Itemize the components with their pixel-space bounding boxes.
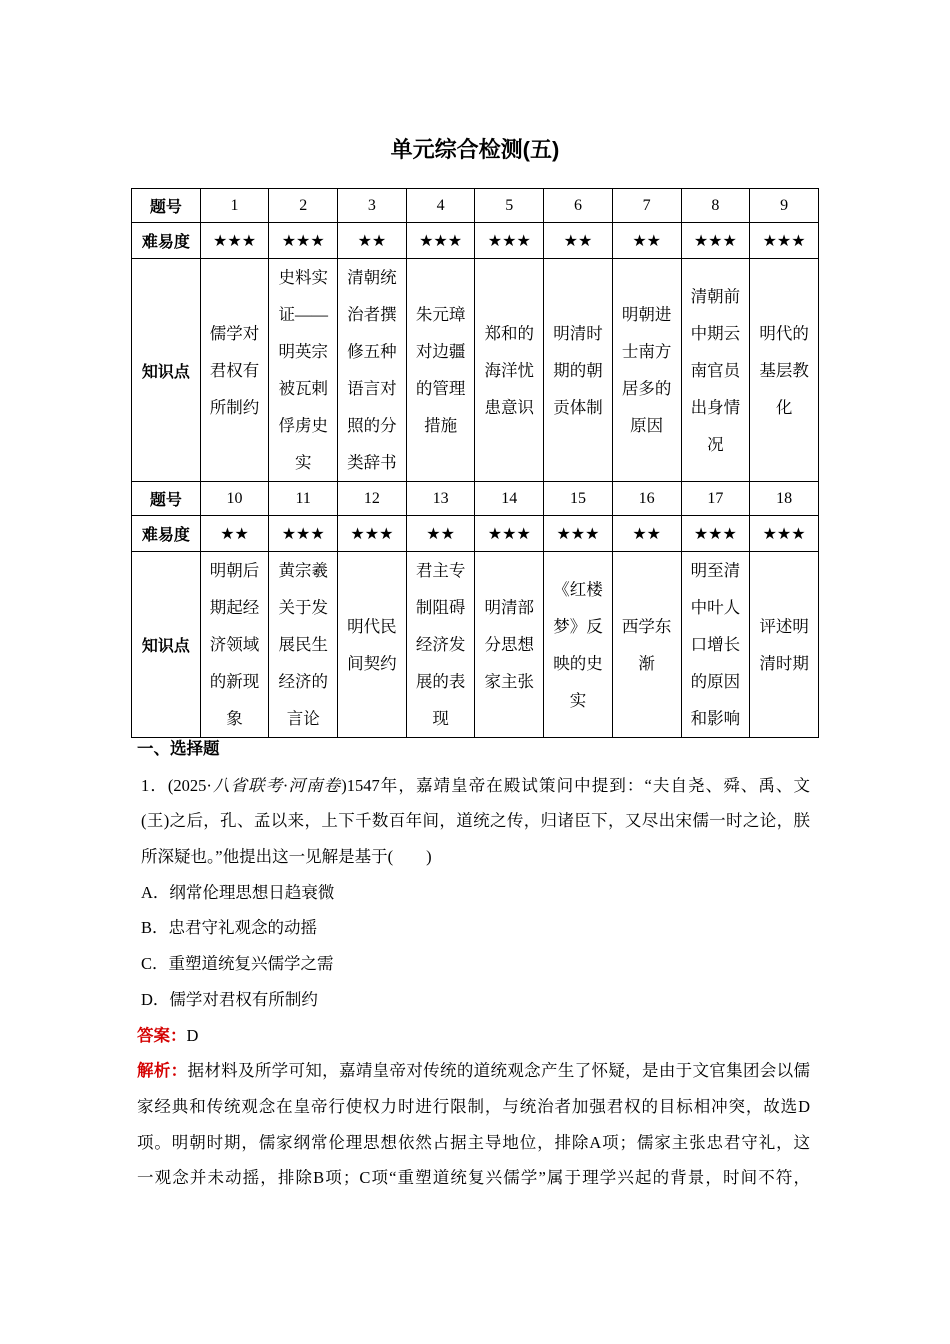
knowledge-point-text [407, 552, 475, 737]
knowledge-point-text [269, 552, 337, 737]
knowledge-point-line: 基层教 [759, 360, 809, 380]
difficulty-stars: ★★★ [750, 516, 819, 552]
knowledge-point-line: 明朝后 [209, 561, 260, 580]
knowledge-point-line: 关于发 [278, 598, 328, 617]
question-number-label: 题号 [132, 189, 201, 223]
knowledge-point-cell [475, 552, 544, 738]
difficulty-row [132, 516, 819, 552]
option-text: 忠君守礼观念的动摇 [168, 918, 318, 938]
knowledge-point-line: 清朝前 [690, 286, 741, 306]
difficulty-stars: ★★★ [269, 223, 338, 259]
knowledge-point-text [475, 589, 543, 700]
knowledge-point-text [682, 278, 750, 463]
question-source-name: 八省联考·河南卷 [211, 775, 342, 795]
knowledge-point-line: 明代的 [759, 323, 809, 343]
knowledge-point-line: 治者撰 [347, 305, 397, 324]
knowledge-point-line: 照的分 [347, 416, 397, 435]
question-number: 15 [544, 482, 613, 516]
knowledge-point-line: 实 [569, 690, 587, 710]
knowledge-point-line: 家主张 [484, 672, 535, 691]
knowledge-point-line: 济领域 [209, 635, 260, 654]
knowledge-point-line: 患意识 [484, 397, 535, 417]
knowledge-point-line: 西学东 [621, 616, 672, 636]
answer-label: 答案： [137, 1026, 187, 1045]
knowledge-point-row [132, 552, 819, 738]
knowledge-point-line: 口增长 [690, 635, 741, 654]
knowledge-point-line: 清时期 [759, 653, 809, 673]
knowledge-point-line: 渐 [638, 653, 655, 673]
knowledge-point-text [613, 296, 681, 444]
knowledge-point-line: 展的表 [415, 672, 466, 691]
difficulty-stars: ★★★ [681, 223, 750, 259]
answer-value: D [186, 1025, 199, 1045]
knowledge-point-line: 原因 [630, 416, 664, 435]
knowledge-point-cell [750, 259, 819, 482]
knowledge-point-line: 间契约 [347, 653, 397, 673]
question-number: 18 [750, 482, 819, 516]
knowledge-point-line: 的原因 [690, 672, 741, 691]
knowledge-point-line: 证—— [278, 305, 328, 324]
difficulty-stars: ★★★ [544, 516, 613, 552]
difficulty-stars: ★★ [544, 223, 613, 259]
option-b [137, 910, 810, 946]
question-number-label: 题号 [132, 482, 201, 516]
knowledge-point-line: 出身情 [690, 397, 741, 417]
knowledge-point-cell [269, 552, 338, 738]
knowledge-point-line: 清朝统 [347, 268, 397, 287]
question-number: 16 [612, 482, 681, 516]
knowledge-point-line: 被瓦剌 [278, 379, 328, 398]
knowledge-point-line: 明至清 [690, 561, 741, 580]
question-number: 2 [269, 189, 338, 223]
difficulty-stars: ★★★ [269, 516, 338, 552]
knowledge-point-label: 知识点 [132, 259, 201, 482]
knowledge-point-line: 评述明 [759, 616, 809, 636]
option-d [137, 982, 810, 1018]
difficulty-knowledge-table [131, 188, 819, 738]
option-text: 儒学对君权有所制约 [169, 989, 318, 1009]
question-number: 11 [269, 482, 338, 516]
difficulty-stars: ★★★ [475, 223, 544, 259]
knowledge-point-cell [406, 259, 475, 482]
question-number: 9 [750, 189, 819, 223]
difficulty-row [132, 223, 819, 259]
question-number: 13 [406, 482, 475, 516]
question-source-close: ) [341, 775, 347, 795]
question-number-row [132, 189, 819, 223]
knowledge-point-cell [338, 552, 407, 738]
option-letter: A． [141, 882, 170, 902]
difficulty-stars: ★★★ [406, 223, 475, 259]
knowledge-point-line: 俘虏史 [278, 416, 328, 435]
analysis-label: 解析： [137, 1062, 188, 1081]
knowledge-point-line: 况 [707, 434, 724, 454]
knowledge-point-line: 期起经 [209, 598, 260, 617]
option-letter: B． [141, 918, 169, 938]
table-body [132, 189, 819, 738]
knowledge-point-line: 居多的 [621, 379, 672, 398]
knowledge-point-line: 贡体制 [553, 397, 603, 417]
knowledge-point-cell [544, 259, 613, 482]
knowledge-point-text [682, 552, 750, 737]
answer-line [137, 1018, 810, 1054]
knowledge-point-cell [750, 552, 819, 738]
knowledge-point-line: 南官员 [690, 360, 741, 380]
knowledge-point-cell [338, 259, 407, 482]
knowledge-point-line: 中期云 [690, 323, 741, 343]
knowledge-point-line: 明英宗 [278, 342, 328, 361]
analysis-text: 据材料及所学可知，嘉靖皇帝对传统的道统观念产生了怀疑，是由于文官集团会以儒 [187, 1061, 810, 1081]
knowledge-point-cell [612, 259, 681, 482]
knowledge-point-line: 展民生 [278, 635, 328, 654]
question-number-row [132, 482, 819, 516]
difficulty-stars: ★★ [612, 516, 681, 552]
knowledge-point-line: 明朝进 [621, 305, 672, 324]
knowledge-point-cell [681, 552, 750, 738]
difficulty-label: 难易度 [132, 223, 201, 259]
knowledge-point-line: 类辞书 [347, 453, 397, 472]
question-number: 14 [475, 482, 544, 516]
question-number: 4 [406, 189, 475, 223]
question-number: 10 [200, 482, 269, 516]
knowledge-point-line: 和影响 [690, 709, 741, 728]
question-number: 3 [338, 189, 407, 223]
difficulty-stars: ★★★ [750, 223, 819, 259]
knowledge-point-line: 的管理 [415, 379, 466, 398]
knowledge-point-text [544, 571, 612, 719]
knowledge-point-cell [612, 552, 681, 738]
knowledge-point-line: 修五种 [347, 342, 397, 361]
question-number: 1 [200, 189, 269, 223]
knowledge-point-text [750, 315, 818, 426]
difficulty-label: 难易度 [132, 516, 201, 552]
question-stem-text: 1547年，嘉靖皇帝在殿试策问中提到：“夫自尧、舜、禹、文 [346, 775, 810, 795]
knowledge-point-line: 经济的 [278, 672, 328, 691]
knowledge-point-text [407, 296, 475, 444]
knowledge-point-line: 言论 [286, 709, 320, 728]
difficulty-stars: ★★★ [338, 516, 407, 552]
knowledge-point-label: 知识点 [132, 552, 201, 738]
option-letter: C． [141, 954, 169, 974]
knowledge-point-cell [544, 552, 613, 738]
option-letter: D． [141, 989, 170, 1009]
difficulty-stars: ★★ [406, 516, 475, 552]
analysis-line: 一观念并未动摇，排除B项；C项“重塑道统复兴儒学”属于理学兴起的背景，时间不符， [137, 1168, 810, 1188]
knowledge-point-line: 所制约 [209, 397, 260, 417]
question-number: 8 [681, 189, 750, 223]
knowledge-point-line: 明清部 [484, 598, 535, 617]
difficulty-stars: ★★ [338, 223, 407, 259]
knowledge-point-text [475, 315, 543, 426]
knowledge-point-line: 现 [432, 709, 449, 728]
knowledge-point-line: 明代民 [347, 616, 397, 636]
difficulty-stars: ★★★ [200, 223, 269, 259]
knowledge-point-text [544, 315, 612, 426]
question-stem-line: (王)之后，孔、孟以来，上下千数百年间，道统之传，归诸臣下，又尽出宋儒一时之论，朕 [141, 811, 810, 831]
knowledge-point-line: 制阻碍 [415, 598, 466, 617]
knowledge-point-line: 语言对 [347, 379, 397, 398]
option-c [137, 946, 810, 982]
difficulty-stars: ★★★ [681, 516, 750, 552]
question-number: 6 [544, 189, 613, 223]
question-stem-line: 所深疑也。”他提出这一见解是基于( ) [141, 847, 432, 867]
knowledge-point-text [201, 315, 269, 426]
knowledge-point-line: 君权有 [209, 360, 260, 380]
knowledge-point-line: 期的朝 [553, 360, 603, 380]
knowledge-point-line: 君主专 [415, 561, 466, 580]
knowledge-point-line: 郑和的 [484, 323, 535, 343]
analysis-line: 家经典和传统观念在皇帝行使权力时进行限制，与统治者加强君权的目标相冲突，故选D [137, 1096, 810, 1116]
knowledge-point-text [613, 608, 681, 682]
knowledge-point-cell [406, 552, 475, 738]
difficulty-stars: ★★★ [475, 516, 544, 552]
knowledge-point-line: 朱元璋 [415, 305, 466, 324]
knowledge-point-line: 黄宗羲 [278, 561, 328, 580]
option-text: 重塑道统复兴儒学之需 [168, 954, 334, 974]
option-text: 纲常伦理思想日趋衰微 [169, 882, 335, 902]
knowledge-point-line: 《红楼 [553, 579, 603, 599]
knowledge-point-cell [200, 259, 269, 482]
difficulty-stars: ★★ [200, 516, 269, 552]
page-title: 单元综合检测(五) [390, 137, 560, 162]
knowledge-point-line: 的新现 [209, 672, 260, 691]
knowledge-point-text [338, 608, 406, 682]
knowledge-point-row [132, 259, 819, 482]
knowledge-point-line: 映的史 [553, 653, 603, 673]
difficulty-stars: ★★ [612, 223, 681, 259]
knowledge-point-cell [200, 552, 269, 738]
knowledge-point-text [750, 608, 818, 682]
knowledge-point-text [269, 259, 337, 481]
knowledge-point-cell [681, 259, 750, 482]
knowledge-point-line: 中叶人 [690, 598, 741, 617]
knowledge-point-line: 海洋忧 [484, 360, 535, 380]
knowledge-point-line: 措施 [424, 416, 458, 435]
analysis-line [137, 1053, 810, 1089]
knowledge-point-line: 分思想 [484, 635, 535, 654]
knowledge-point-line: 史料实 [278, 268, 328, 287]
question-stem-line [137, 768, 810, 804]
knowledge-point-line: 化 [775, 397, 793, 417]
knowledge-point-line: 士南方 [621, 342, 672, 361]
knowledge-point-line: 象 [226, 709, 243, 728]
knowledge-point-line: 儒学对 [209, 323, 260, 343]
question-number: 5 [475, 189, 544, 223]
knowledge-point-cell [269, 259, 338, 482]
knowledge-point-line: 实 [294, 453, 312, 472]
question-source-open: (2025· [167, 775, 212, 795]
question-number: 1． [141, 775, 168, 795]
question-number: 7 [612, 189, 681, 223]
question-number: 12 [338, 482, 407, 516]
section-heading: 一、选择题 [137, 740, 220, 758]
option-a [137, 875, 810, 911]
knowledge-point-line: 明清时 [553, 323, 603, 343]
analysis-line: 项。明朝时期，儒家纲常伦理思想依然占据主导地位，排除A项；儒家主张忠君守礼，这 [137, 1132, 810, 1152]
knowledge-point-line: 对边疆 [415, 342, 466, 361]
knowledge-point-text [338, 259, 406, 481]
knowledge-point-text [201, 552, 269, 737]
question-number: 17 [681, 482, 750, 516]
knowledge-point-cell [475, 259, 544, 482]
knowledge-point-line: 经济发 [415, 635, 466, 654]
knowledge-point-line: 梦》反 [553, 616, 603, 636]
question-section [137, 732, 810, 1196]
